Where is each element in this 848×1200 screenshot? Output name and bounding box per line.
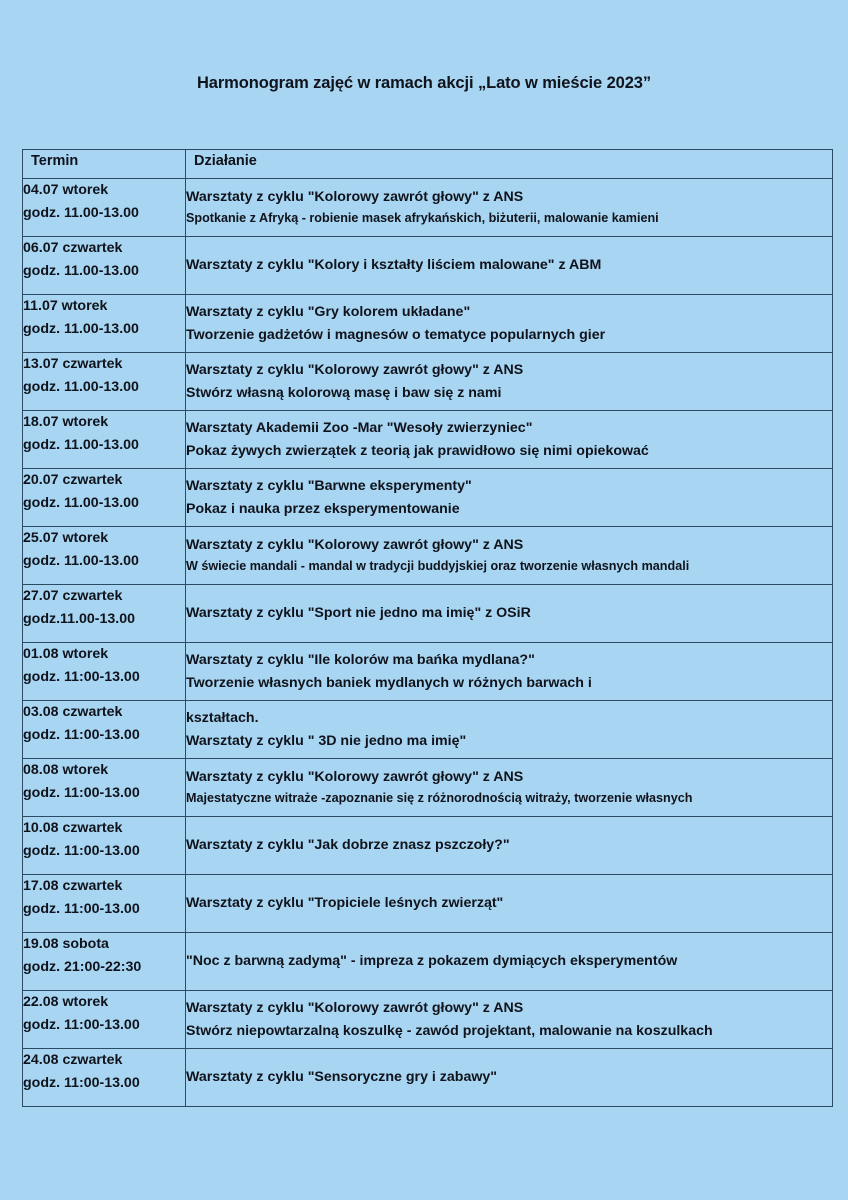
event-time: godz. 11:00-13.00: [23, 901, 140, 917]
cell-dzialanie: [186, 875, 833, 933]
table-row: [23, 933, 833, 991]
table-row: [23, 469, 833, 527]
event-date: 17.08 czwartek: [23, 878, 123, 894]
cell-termin: [23, 527, 186, 585]
activity-text: [186, 179, 832, 236]
event-date: 04.07 wtorek: [23, 182, 109, 198]
cell-dzialanie: [186, 353, 833, 411]
activity-line-secondary: Pokaz i nauka przez eksperymentowanie: [186, 500, 460, 517]
activity-text: [186, 585, 832, 642]
activity-text: [186, 469, 832, 526]
activity-text: [186, 643, 832, 700]
activity-line-secondary: Spotkanie z Afryką - robienie masek afrykańskich, biżuterii, malowanie kamieni: [186, 211, 659, 226]
activity-line-secondary: Majestatyczne witraże -zapoznanie się z różnorodnością witraży, tworzenie własnych: [186, 791, 693, 806]
cell-termin: [23, 991, 186, 1049]
event-date: 25.07 wtorek: [23, 530, 109, 546]
table-row: [23, 759, 833, 817]
activity-line-primary: Warsztaty z cyklu "Barwne eksperymenty": [186, 477, 472, 494]
cell-termin: [23, 817, 186, 875]
activity-text: [186, 701, 832, 758]
activity-line-primary: Warsztaty z cyklu "Sensoryczne gry i zabawy": [186, 1069, 497, 1085]
table-row: [23, 527, 833, 585]
schedule-table: [22, 149, 833, 1107]
column-header-termin: [23, 150, 186, 179]
activity-line-primary: Warsztaty z cyklu "Kolorowy zawrót głowy" z ANS: [186, 769, 524, 786]
event-date: 27.07 czwartek: [23, 588, 123, 604]
cell-dzialanie: [186, 643, 833, 701]
cell-termin: [23, 585, 186, 643]
cell-dzialanie: [186, 817, 833, 875]
activity-line-secondary: W świecie mandali - mandal w tradycji buddyjskiej oraz tworzenie własnych mandali: [186, 559, 690, 574]
event-time: godz. 11.00-13.00: [23, 379, 139, 395]
activity-line-primary: Warsztaty z cyklu "Kolorowy zawrót głowy" z ANS: [186, 361, 524, 378]
activity-line-primary: Warsztaty z cyklu "Ile kolorów ma bańka mydlana?": [186, 651, 535, 668]
event-date: 06.07 czwartek: [23, 240, 123, 256]
event-date: 11.07 wtorek: [23, 298, 108, 314]
activity-line-primary: "Noc z barwną zadymą" - impreza z pokazem dymiących eksperymentów: [186, 953, 678, 969]
table-row: [23, 179, 833, 237]
activity-text: [186, 353, 832, 410]
cell-termin: [23, 759, 186, 817]
cell-dzialanie: [186, 991, 833, 1049]
activity-line-secondary: Tworzenie własnych baniek mydlanych w różnych barwach i: [186, 674, 592, 691]
event-date: 19.08 sobota: [23, 936, 109, 952]
event-time: godz. 11:00-13.00: [23, 1017, 140, 1033]
table-row: [23, 991, 833, 1049]
event-date: 08.08 wtorek: [23, 762, 109, 778]
activity-line-primary: Warsztaty z cyklu "Kolorowy zawrót głowy" z ANS: [186, 189, 524, 206]
event-date: 18.07 wtorek: [23, 414, 109, 430]
cell-dzialanie: [186, 179, 833, 237]
cell-dzialanie: [186, 701, 833, 759]
event-time: godz. 11.00-13.00: [23, 321, 139, 337]
table-row: [23, 295, 833, 353]
cell-dzialanie: [186, 295, 833, 353]
column-header-dzialanie-label: Działanie: [194, 153, 257, 169]
event-time: godz. 21:00-22:30: [23, 959, 142, 975]
activity-line-primary: Warsztaty z cyklu "Kolorowy zawrót głowy" z ANS: [186, 999, 524, 1016]
event-date: 01.08 wtorek: [23, 646, 109, 662]
event-time: godz. 11:00-13.00: [23, 727, 140, 743]
activity-line-secondary: Stwórz własną kolorową masę i baw się z nami: [186, 384, 502, 401]
cell-termin: [23, 1049, 186, 1107]
column-header-dzialanie: [186, 150, 833, 179]
activity-text: [186, 527, 832, 584]
cell-dzialanie: [186, 759, 833, 817]
activity-line-primary: Warsztaty Akademii Zoo -Mar "Wesoły zwierzyniec": [186, 419, 533, 436]
cell-termin: [23, 179, 186, 237]
cell-termin: [23, 933, 186, 991]
activity-line-secondary: Stwórz niepowtarzalną koszulkę - zawód projektant, malowanie na koszulkach: [186, 1022, 713, 1039]
cell-dzialanie: [186, 527, 833, 585]
event-time: godz. 11:00-13.00: [23, 1075, 140, 1091]
activity-line-secondary: Tworzenie gadżetów i magnesów o tematyce popularnych gier: [186, 326, 606, 343]
page-title: Harmonogram zajęć w ramach akcji „Lato w mieście 2023”: [196, 74, 652, 92]
cell-termin: [23, 295, 186, 353]
event-time: godz. 11.00-13.00: [23, 495, 139, 511]
table-row: [23, 237, 833, 295]
activity-text: [186, 991, 832, 1048]
cell-dzialanie: [186, 237, 833, 295]
event-date: 03.08 czwartek: [23, 704, 123, 720]
activity-text: [186, 1049, 832, 1106]
activity-line-secondary: Warsztaty z cyklu " 3D nie jedno ma imię": [186, 732, 467, 749]
event-time: godz. 11:00-13.00: [23, 669, 140, 685]
column-header-termin-label: Termin: [31, 153, 79, 169]
activity-line-primary: Warsztaty z cyklu "Gry kolorem układane": [186, 303, 471, 320]
cell-dzialanie: [186, 469, 833, 527]
activity-text: [186, 411, 832, 468]
table-row: [23, 875, 833, 933]
event-time: godz. 11.00-13.00: [23, 205, 139, 221]
cell-termin: [23, 875, 186, 933]
table-row: [23, 643, 833, 701]
table-row: [23, 411, 833, 469]
cell-termin: [23, 643, 186, 701]
cell-termin: [23, 701, 186, 759]
event-time: godz. 11.00-13.00: [23, 263, 139, 279]
activity-text: [186, 933, 832, 990]
activity-text: [186, 759, 832, 816]
event-date: 10.08 czwartek: [23, 820, 123, 836]
cell-dzialanie: [186, 933, 833, 991]
event-date: 13.07 czwartek: [23, 356, 123, 372]
activity-line-primary: Warsztaty z cyklu "Kolory i kształty liściem malowane" z ABM: [186, 257, 602, 273]
event-date: 20.07 czwartek: [23, 472, 123, 488]
event-time: godz. 11:00-13.00: [23, 785, 140, 801]
table-row: [23, 353, 833, 411]
cell-termin: [23, 411, 186, 469]
table-row: [23, 817, 833, 875]
activity-text: [186, 875, 832, 932]
activity-text: [186, 237, 832, 294]
event-time: godz. 11:00-13.00: [23, 843, 140, 859]
activity-line-primary: Warsztaty z cyklu "Jak dobrze znasz pszczoły?": [186, 837, 510, 853]
table-row: [23, 585, 833, 643]
activity-line-primary: Warsztaty z cyklu "Kolorowy zawrót głowy" z ANS: [186, 537, 524, 554]
cell-dzialanie: [186, 411, 833, 469]
activity-line-secondary: Pokaz żywych zwierzątek z teorią jak prawidłowo się nimi opiekować: [186, 442, 649, 459]
event-time: godz.11.00-13.00: [23, 611, 135, 627]
table-row: [23, 1049, 833, 1107]
event-date: 22.08 wtorek: [23, 994, 109, 1010]
event-time: godz. 11.00-13.00: [23, 437, 139, 453]
cell-dzialanie: [186, 1049, 833, 1107]
cell-dzialanie: [186, 585, 833, 643]
table-row: [23, 701, 833, 759]
activity-line-primary: Warsztaty z cyklu "Tropiciele leśnych zwierząt": [186, 895, 504, 911]
activity-line-primary: Warsztaty z cyklu "Sport nie jedno ma imię" z OSiR: [186, 605, 531, 621]
activity-text: [186, 295, 832, 352]
event-date: 24.08 czwartek: [23, 1052, 123, 1068]
table-header-row: [23, 150, 833, 179]
cell-termin: [23, 353, 186, 411]
cell-termin: [23, 237, 186, 295]
schedule-table-body: [23, 179, 833, 1107]
event-time: godz. 11.00-13.00: [23, 553, 139, 569]
cell-termin: [23, 469, 186, 527]
activity-line-primary: kształtach.: [186, 709, 259, 726]
activity-text: [186, 817, 832, 874]
